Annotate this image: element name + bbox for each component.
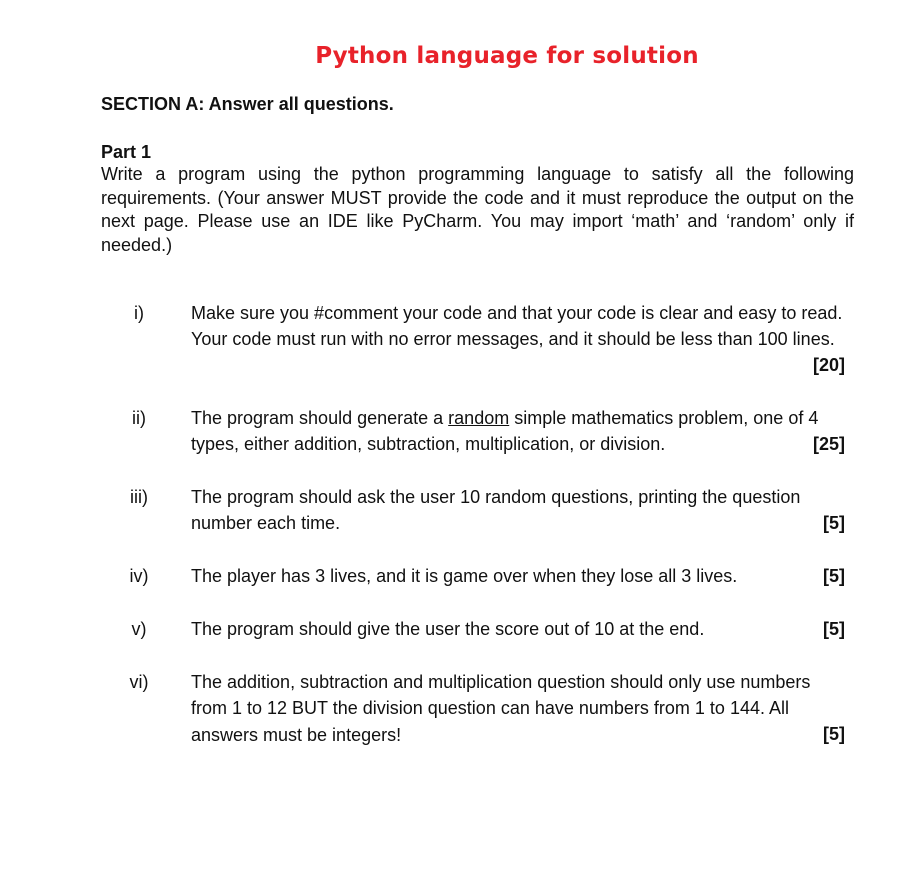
- requirement-text-underlined: random: [448, 408, 510, 428]
- part-heading: Part 1: [101, 142, 152, 162]
- requirement-text-before: The program should generate a: [191, 408, 449, 428]
- requirement-text: Make sure you #comment your code and that your code is clear and easy to read. Your code must run with no error messages, and it should be less than 100 lines.: [191, 303, 843, 350]
- requirement-number: iii): [130, 487, 148, 507]
- requirement-body: [191, 616, 847, 642]
- page-title: Python language for solution: [315, 43, 699, 69]
- requirement-body: [191, 669, 847, 748]
- section-heading: SECTION A: Answer all questions.: [101, 94, 394, 114]
- requirement-body: [191, 405, 847, 458]
- requirement-number: iv): [129, 566, 149, 586]
- requirement-marks: [5]: [823, 619, 845, 639]
- requirement-body: [191, 563, 847, 589]
- requirement-marks: [20]: [812, 355, 845, 375]
- part-intro: Write a program using the python programming language to satisfy all the following requirements. (Your answer MUST provide the code and it must reproduce the output on the next page. Please use an IDE like PyCharm. You may import ‘math’ and ‘random’ only if needed.): [101, 164, 854, 255]
- requirement-marks: [5]: [823, 513, 845, 533]
- requirement-marks: [5]: [823, 724, 845, 744]
- requirement-number: ii): [132, 408, 146, 428]
- requirement-marks: [5]: [823, 566, 845, 586]
- requirement-number: v): [131, 619, 147, 639]
- requirement-text-after: simple mathematics problem, one of 4 types, either addition, subtraction, multiplication, or division.: [191, 408, 819, 455]
- requirement-marks: [25]: [812, 434, 845, 454]
- requirement-number: i): [134, 303, 144, 323]
- requirement-body: [191, 300, 847, 353]
- requirement-text: The program should give the user the score out of 10 at the end.: [191, 619, 705, 639]
- requirement-text: The addition, subtraction and multiplication question should only use numbers from 1 to 12 BUT the division question can have numbers from 1 to 144. All answers must be integers!: [191, 672, 811, 745]
- requirement-text: The program should ask the user 10 random questions, printing the question number each time.: [191, 487, 801, 534]
- requirement-number: vi): [129, 672, 149, 692]
- requirement-text: The player has 3 lives, and it is game over when they lose all 3 lives.: [191, 566, 738, 586]
- requirement-body: [191, 484, 847, 537]
